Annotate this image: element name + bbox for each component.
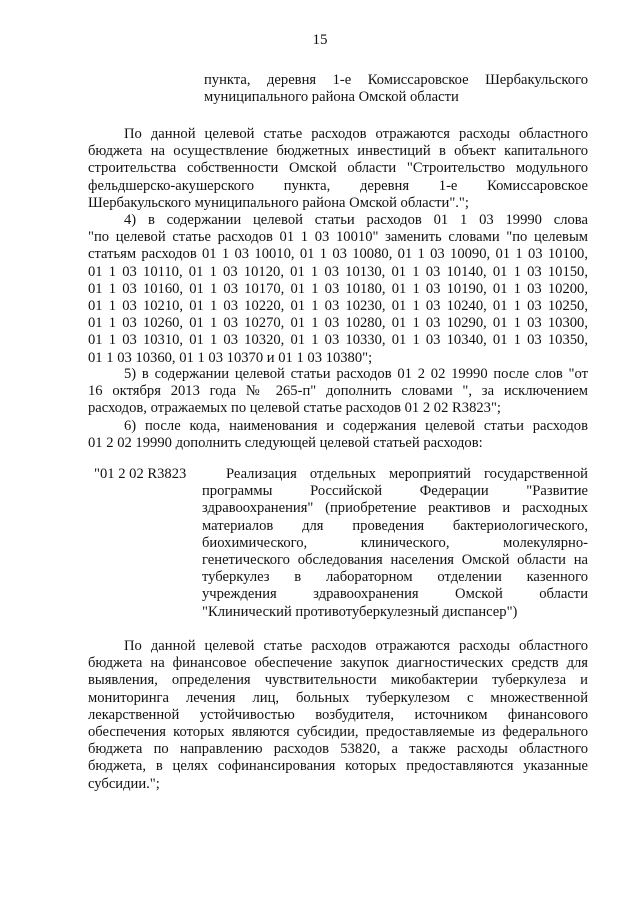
continuation-text bbox=[204, 72, 588, 106]
text-line: генетического обследования населения Омской области на bbox=[202, 552, 588, 569]
text-line: 16 октября 2013 года № 265-п" дополнить словами ", за исключением bbox=[88, 383, 588, 400]
text-line: статьям расходов 01 1 03 10010, 01 1 03 10080, 01 1 03 10090, 01 1 03 10100, bbox=[88, 246, 588, 263]
text-line: 01 1 03 10310, 01 1 03 10320, 01 1 03 10330, 01 1 03 10340, 01 1 03 10350, bbox=[88, 332, 588, 349]
text-line: расходов, отражаемых по целевой статье расходов 01 2 02 R3823"; bbox=[88, 400, 501, 417]
text-line: биохимического, клинического, молекулярно- bbox=[202, 534, 588, 551]
paragraph-1 bbox=[88, 126, 588, 212]
text-line: Реализация отдельных мероприятий государственной bbox=[226, 466, 588, 482]
text-line: бюджета на финансовое обеспечение закупок диагностических средств для bbox=[88, 655, 588, 672]
paragraph-5 bbox=[88, 366, 588, 418]
text-line: 5) в содержании целевой статьи расходов 01 2 02 19990 после слов "от bbox=[124, 366, 588, 382]
budget-code: "01 2 02 R3823 bbox=[94, 466, 187, 482]
text-line: материалов для проведения бактериологического, bbox=[202, 517, 588, 534]
text-line: муниципального района Омской области bbox=[204, 89, 459, 106]
text-line: строительства собственности Омской области "Строительство модульного bbox=[88, 160, 588, 177]
text-line: мониторинга лечения лиц, больных туберкулезом с множественной bbox=[88, 689, 588, 706]
text-line: По данной целевой статье расходов отражаются расходы областного bbox=[124, 638, 588, 654]
text-line: Шербакульского муниципального района Омской области"."; bbox=[88, 194, 469, 211]
text-line: "по целевой статье расходов 01 1 03 10010" заменить словами "по целевым bbox=[88, 229, 588, 246]
page-number: 15 bbox=[312, 32, 328, 48]
paragraph-6 bbox=[88, 418, 588, 452]
text-line: 6) после кода, наименования и содержания целевой статьи расходов bbox=[124, 418, 588, 434]
text-line: 01 1 03 10360, 01 1 03 10370 и 01 1 03 10380"; bbox=[88, 349, 373, 366]
text-line: 01 1 03 10260, 01 1 03 10270, 01 1 03 10280, 01 1 03 10290, 01 1 03 10300, bbox=[88, 315, 588, 332]
text-line: "Клинический противотуберкулезный диспансер") bbox=[202, 603, 518, 620]
text-line: 01 1 03 10160, 01 1 03 10170, 01 1 03 10180, 01 1 03 10190, 01 1 03 10200, bbox=[88, 280, 588, 297]
text-line: выявления, определения чувствительности микобактерии туберкулеза и bbox=[88, 672, 588, 689]
text-line: бюджета на осуществление бюджетных инвестиций в объект капитального bbox=[88, 143, 588, 160]
code-description bbox=[202, 466, 588, 621]
text-line: 01 1 03 10210, 01 1 03 10220, 01 1 03 10230, 01 1 03 10240, 01 1 03 10250, bbox=[88, 298, 588, 315]
paragraph-7 bbox=[88, 638, 588, 793]
text-line: 4) в содержании целевой статьи расходов 01 1 03 19990 слова bbox=[124, 212, 588, 228]
text-line: программы Российской Федерации "Развитие bbox=[202, 483, 588, 500]
text-line: учреждения здравоохранения Омской области bbox=[202, 586, 588, 603]
text-line: здравоохранения" (приобретение реактивов и расходных bbox=[202, 500, 588, 517]
text-line: бюджета, в целях софинансирования которых предоставляются указанные bbox=[88, 758, 588, 775]
text-line: фельдшерско-акушерского пункта, деревня 1-е Комиссаровское bbox=[88, 177, 588, 194]
text-line: лекарственной устойчивостью возбудителя, источником финансового bbox=[88, 706, 588, 723]
text-line: обеспечения которых являются субсидии, предоставляемые из федерального bbox=[88, 724, 588, 741]
text-line: бюджета по направлению расходов 53820, а также расходы областного bbox=[88, 741, 588, 758]
text-line: 01 1 03 10110, 01 1 03 10120, 01 1 03 10130, 01 1 03 10140, 01 1 03 10150, bbox=[88, 263, 588, 280]
text-line: субсидии."; bbox=[88, 775, 160, 792]
paragraph-4 bbox=[88, 212, 588, 367]
text-line: туберкулез в лабораторном отделении казенного bbox=[202, 569, 588, 586]
text-line: пункта, деревня 1-е Комиссаровское Шербакульского bbox=[204, 72, 588, 88]
text-line: По данной целевой статье расходов отражаются расходы областного bbox=[124, 126, 588, 142]
text-line: 01 2 02 19990 дополнить следующей целевой статьей расходов: bbox=[88, 435, 483, 452]
